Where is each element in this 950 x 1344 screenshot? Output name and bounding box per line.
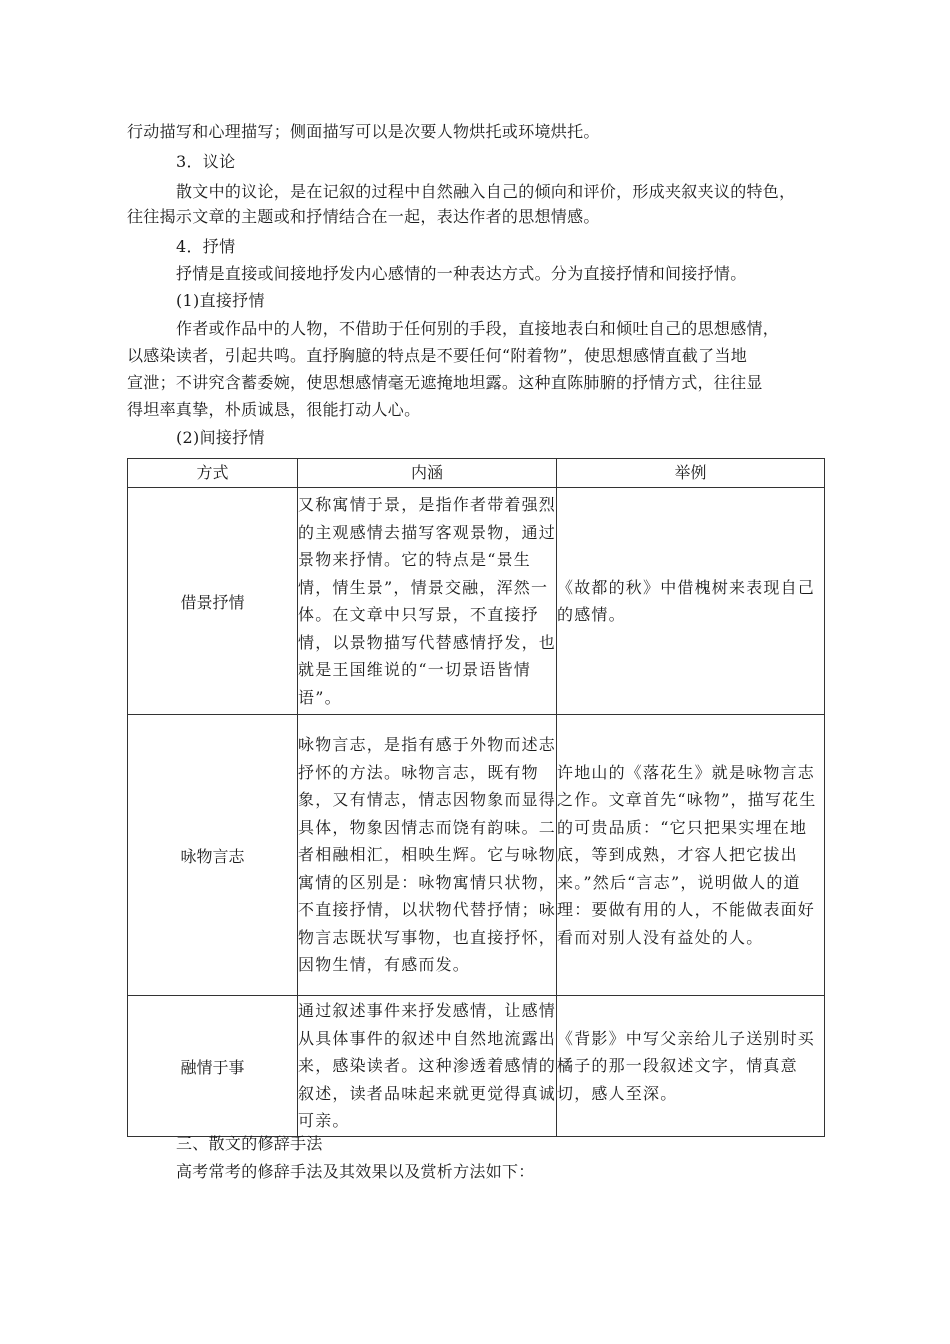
column-header-example: 举例	[557, 459, 825, 488]
table-row	[128, 488, 825, 715]
paragraph-line: 高考常考的修辞手法及其效果以及赏析方法如下：	[176, 1162, 535, 1181]
table-row	[128, 996, 825, 1137]
method-cell: 融情于事	[128, 996, 298, 1137]
meaning-cell: 咏物言志，是指有感于外物而述志抒怀的方法。咏物言志，既有物象，又有情志，情志因物象而显得具体，物象因情志而饶有韵味。二者相融相汇，相映生辉。它与咏物寓情的区别是：咏物寓情只状物，不直接抒情，以状物代替抒情；咏物言志既状写事物，也直接抒怀，因物生情，有感而发。	[298, 715, 557, 996]
paragraph-line: 行动描写和心理描写；侧面描写可以是次要人物烘托或环境烘托。	[127, 122, 600, 141]
example-cell: 许地山的《落花生》就是咏物言志之作。文章首先“咏物”，描写花生的可贵品质：“它只把果实埋在地底，等到成熟，才容人把它拔出来。”然后“言志”，说明做人的道理：要做有用的人，不能做表面好看而对别人没有益处的人。	[557, 715, 825, 996]
method-cell: 咏物言志	[128, 715, 298, 996]
heading-lyric: 4．抒情	[176, 237, 236, 256]
heading-indirect-lyric: (2)间接抒情	[176, 428, 265, 447]
paragraph-line: 以感染读者，引起共鸣。直抒胸臆的特点是不要任何“附着物”，使思想感情直截了当地	[127, 346, 748, 365]
example-cell: 《背影》中写父亲给儿子送别时买橘子的那一段叙述文字，情真意切，感人至深。	[557, 996, 825, 1137]
heading-discussion: 3．议论	[176, 152, 236, 171]
section-heading-rhetoric: 三、散文的修辞手法	[176, 1134, 323, 1153]
heading-direct-lyric: (1)直接抒情	[176, 291, 265, 310]
paragraph-line: 散文中的议论，是在记叙的过程中自然融入自己的倾向和评价，形成夹叙夹议的特色，	[176, 182, 796, 201]
indirect-lyric-table	[127, 458, 825, 1137]
meaning-cell: 通过叙述事件来抒发感情，让感情从具体事件的叙述中自然地流露出来，感染读者。这种渗透着感情的叙述，读者品味起来就更觉得真诚可亲。	[298, 996, 557, 1137]
paragraph-line: 得坦率真挚，朴质诚恳，很能打动人心。	[127, 400, 421, 419]
example-cell: 《故都的秋》中借槐树来表现自己的感情。	[557, 488, 825, 715]
paragraph-line: 抒情是直接或间接地抒发内心感情的一种表达方式。分为直接抒情和间接抒情。	[176, 264, 747, 283]
method-cell: 借景抒情	[128, 488, 298, 715]
table-row	[128, 715, 825, 996]
column-header-method: 方式	[128, 459, 298, 488]
paragraph-line: 往往揭示文章的主题或和抒情结合在一起，表达作者的思想情感。	[127, 207, 600, 226]
paragraph-line: 作者或作品中的人物，不借助于任何别的手段，直接地表白和倾吐自己的思想感情，	[176, 319, 780, 338]
table-header-row	[128, 459, 825, 488]
meaning-cell: 又称寓情于景，是指作者带着强烈的主观感情去描写客观景物，通过景物来抒情。它的特点是“景生情，情生景”，情景交融，浑然一体。在文章中只写景，不直接抒情，以景物描写代替感情抒发，也就是王国维说的“一切景语皆情语”。	[298, 488, 557, 715]
paragraph-line: 宣泄；不讲究含蓄委婉，使思想感情毫无遮掩地坦露。这种直陈肺腑的抒情方式，往往显	[127, 373, 763, 392]
column-header-meaning: 内涵	[298, 459, 557, 488]
